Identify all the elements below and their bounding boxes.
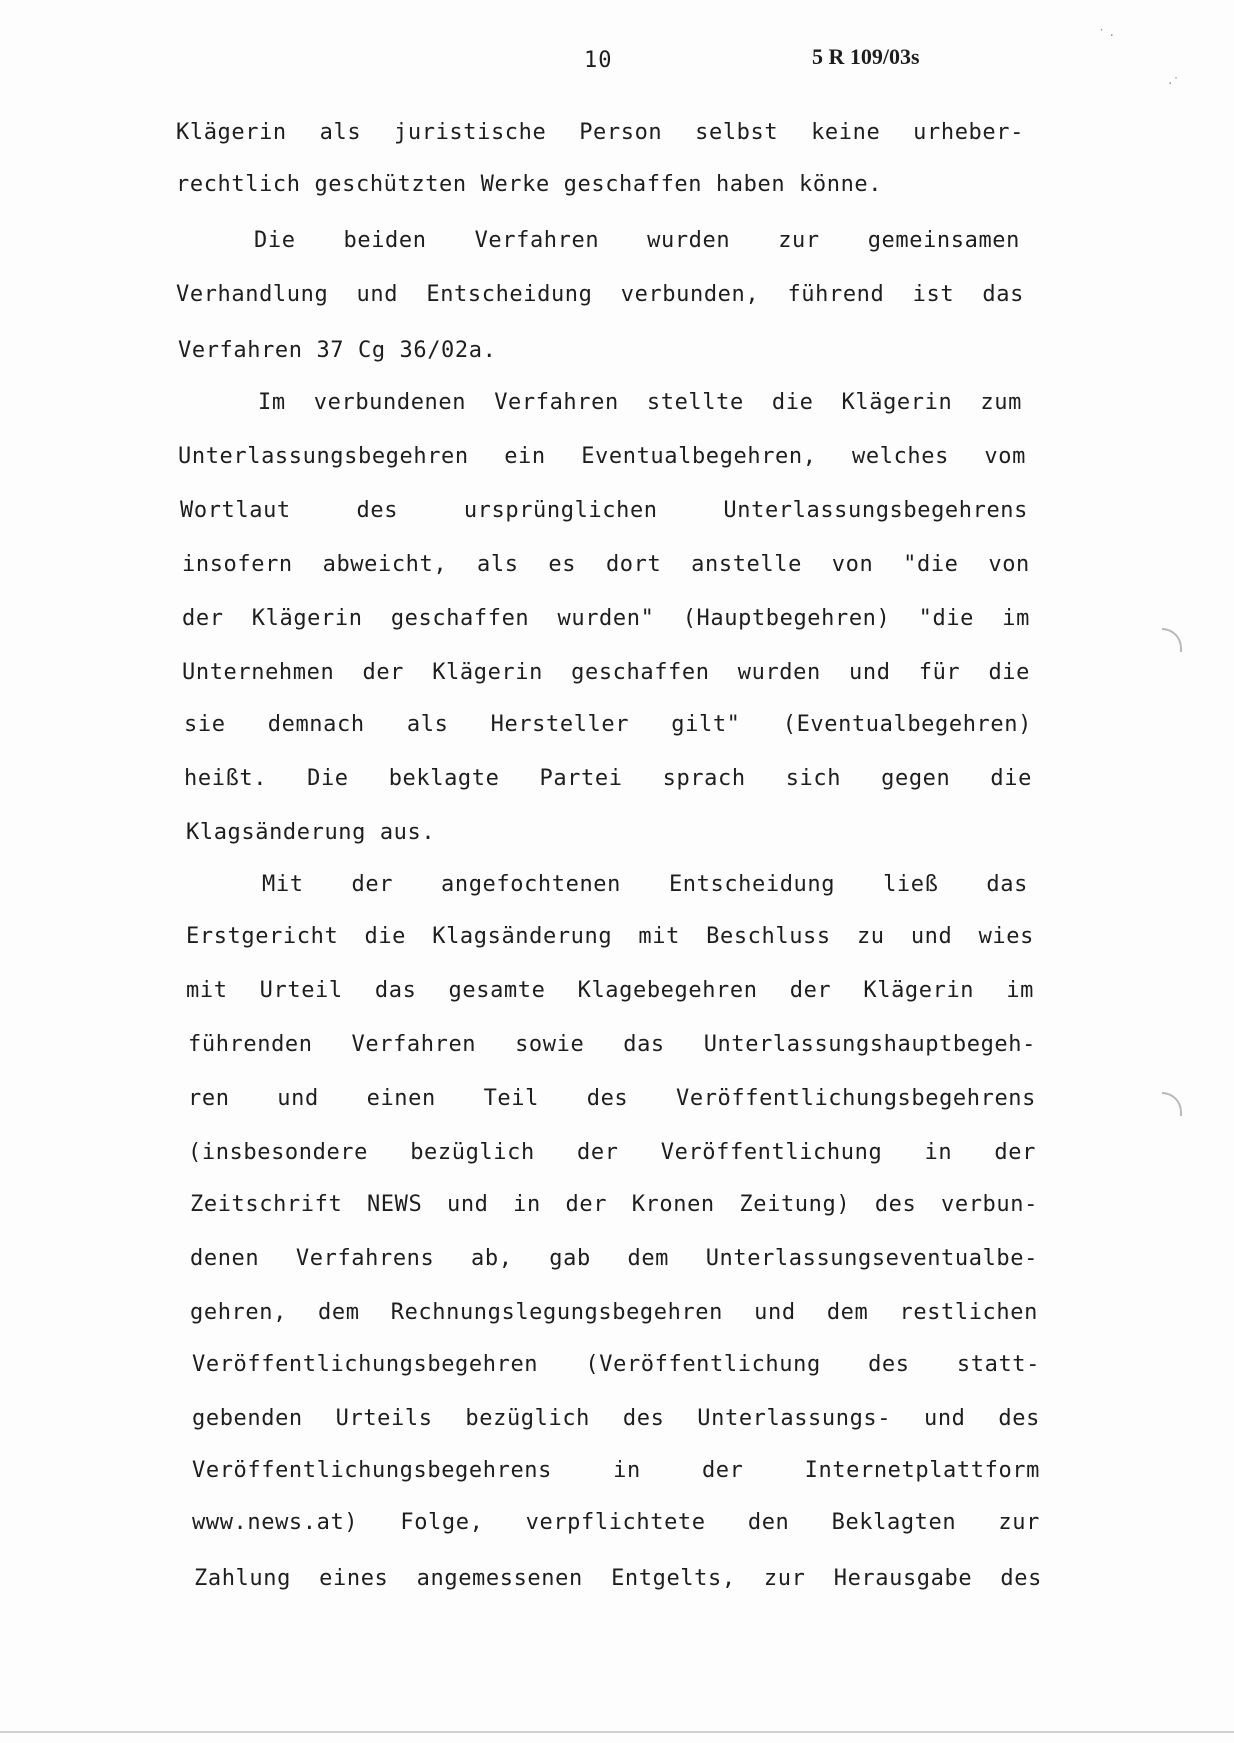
word: abweicht, xyxy=(322,552,448,577)
word: die xyxy=(990,766,1032,791)
text-line xyxy=(190,1246,1038,1271)
word: angemessenen xyxy=(416,1566,583,1591)
word: keine xyxy=(811,120,881,145)
word: stellte xyxy=(646,390,744,415)
word: gab xyxy=(549,1246,591,1271)
word: verbun- xyxy=(941,1192,1038,1217)
word: Verfahren xyxy=(474,228,600,253)
word: sprach xyxy=(662,766,746,791)
word: ist xyxy=(912,282,955,307)
word: gehren, xyxy=(190,1300,287,1325)
word: denen xyxy=(190,1246,260,1271)
word: selbst xyxy=(695,120,779,145)
text-line xyxy=(192,1406,1040,1431)
punch-hole-mark xyxy=(1162,628,1182,652)
word: das xyxy=(623,1032,665,1057)
text-line xyxy=(176,282,1024,307)
word: Unterlassungs- xyxy=(697,1406,892,1431)
text-line xyxy=(178,444,1026,469)
word: und xyxy=(910,924,953,949)
word: gebenden xyxy=(192,1406,303,1431)
word: das xyxy=(982,282,1024,307)
word: ursprünglichen xyxy=(463,498,658,523)
word: dem xyxy=(826,1300,869,1325)
word: sie xyxy=(184,712,226,737)
word: Entscheidung xyxy=(426,282,593,307)
word: Teil xyxy=(483,1086,539,1111)
word: und xyxy=(923,1406,966,1431)
text-line xyxy=(192,1352,1040,1377)
word: Im xyxy=(258,390,286,415)
word: Veröffentlichungsbegehren xyxy=(192,1352,539,1377)
word: und xyxy=(446,1192,489,1217)
word: zu xyxy=(856,924,885,949)
word: Veröffentlichung xyxy=(660,1140,883,1165)
word: mit xyxy=(186,978,228,1003)
word: Beschluss xyxy=(706,924,831,949)
word: Klägerin xyxy=(176,120,287,145)
word: führenden xyxy=(188,1032,313,1057)
word: für xyxy=(918,660,961,685)
word: restlichen xyxy=(899,1300,1038,1325)
word: in xyxy=(613,1458,641,1483)
word: zum xyxy=(980,390,1022,415)
word: ren xyxy=(188,1086,230,1111)
word: statt- xyxy=(956,1352,1040,1377)
word: eines xyxy=(319,1566,389,1591)
text-line: Klagsänderung aus. xyxy=(186,820,436,845)
word: Herausgabe xyxy=(833,1566,973,1591)
word: Zahlung xyxy=(194,1566,291,1591)
word: der xyxy=(182,606,224,631)
text-line: Verfahren 37 Cg 36/02a. xyxy=(178,338,497,363)
page-number: 10 xyxy=(584,48,613,73)
scan-speck: ˙ · xyxy=(1098,28,1114,44)
word: Unterlassungsbegehrens xyxy=(723,498,1028,523)
word: und xyxy=(277,1086,319,1111)
word: ab, xyxy=(471,1246,513,1271)
text-line xyxy=(186,924,1034,949)
word: des xyxy=(874,1192,917,1217)
word: Unterlassungsbegehren xyxy=(178,444,469,469)
word: des xyxy=(622,1406,665,1431)
word: bezüglich xyxy=(410,1140,535,1165)
text-line xyxy=(262,872,1028,897)
word: zur xyxy=(763,1566,806,1591)
word: Person xyxy=(579,120,663,145)
word: das xyxy=(374,978,417,1003)
word: des xyxy=(1000,1566,1042,1591)
text-line xyxy=(182,606,1030,631)
word: NEWS xyxy=(366,1192,423,1217)
word: als xyxy=(406,712,449,737)
text-line xyxy=(180,498,1028,523)
word: Urteil xyxy=(259,978,343,1003)
word: und xyxy=(849,660,891,685)
word: einen xyxy=(366,1086,436,1111)
word: Veröffentlichungsbegehrens xyxy=(192,1458,552,1483)
text-line xyxy=(188,1086,1036,1111)
word: der xyxy=(789,978,832,1003)
word: angefochtenen xyxy=(441,872,621,897)
word: Klägerin xyxy=(251,606,363,631)
word: als xyxy=(319,120,362,145)
word: "die xyxy=(918,606,975,631)
word: wies xyxy=(978,924,1034,949)
word: dem xyxy=(627,1246,670,1271)
word: gilt" xyxy=(671,712,741,737)
word: gegen xyxy=(881,766,951,791)
word: Wortlaut xyxy=(180,498,291,523)
word: vom xyxy=(984,444,1026,469)
text-line xyxy=(194,1566,1042,1591)
word: (Veröffentlichung xyxy=(585,1352,821,1377)
word: ein xyxy=(504,444,546,469)
word: heißt. xyxy=(184,766,268,791)
case-number: 5 R 109/03s xyxy=(812,44,920,69)
word: sowie xyxy=(515,1032,585,1057)
word: Klägerin xyxy=(841,390,953,415)
word: beiden xyxy=(343,228,427,253)
word: www.news.at) xyxy=(192,1510,359,1535)
word: Unterlassungseventualbe- xyxy=(705,1246,1038,1271)
text-line xyxy=(190,1300,1038,1325)
word: die xyxy=(364,924,407,949)
word: der xyxy=(351,872,394,897)
word: Eventualbegehren, xyxy=(581,444,817,469)
word: der xyxy=(701,1458,744,1483)
word: geschaffen xyxy=(571,660,710,685)
word: des xyxy=(586,1086,629,1111)
word: Zeitschrift xyxy=(190,1192,343,1217)
word: gemeinsamen xyxy=(867,228,1020,253)
word: insofern xyxy=(182,552,293,577)
text-line xyxy=(188,1140,1036,1165)
scan-speck: ·˙ xyxy=(1168,76,1180,92)
word: Mit xyxy=(262,872,304,897)
word: "die xyxy=(903,552,959,577)
word: des xyxy=(868,1352,910,1377)
text-line xyxy=(192,1510,1040,1535)
word: Entgelts, xyxy=(611,1566,736,1591)
text-line xyxy=(258,390,1022,415)
word: Urteils xyxy=(335,1406,433,1431)
text-line xyxy=(188,1032,1036,1057)
text-line: rechtlich geschützten Werke geschaffen haben könne. xyxy=(176,172,883,197)
word: der xyxy=(994,1140,1036,1165)
word: Klägerin xyxy=(863,978,975,1003)
word: Verfahrens xyxy=(295,1246,435,1271)
word: im xyxy=(1002,606,1030,631)
word: Rechnungslegungsbegehren xyxy=(390,1300,724,1325)
text-line xyxy=(184,766,1032,791)
text-line xyxy=(186,978,1034,1003)
word: (insbesondere xyxy=(188,1140,368,1165)
word: das xyxy=(986,872,1028,897)
word: führend xyxy=(787,282,885,307)
word: in xyxy=(924,1140,953,1165)
word: als xyxy=(477,552,519,577)
word: beklagte xyxy=(388,766,500,791)
word: Folge, xyxy=(400,1510,484,1535)
word: Klagsänderung xyxy=(432,924,613,949)
word: Unterlassungshauptbegeh- xyxy=(703,1032,1036,1057)
word: verbundenen xyxy=(313,390,467,415)
word: anstelle xyxy=(691,552,802,577)
scan-edge xyxy=(0,1731,1234,1733)
word: wurden xyxy=(647,228,731,253)
word: Erstgericht xyxy=(186,924,339,949)
word: verpflichtete xyxy=(525,1510,706,1535)
word: Die xyxy=(254,228,296,253)
word: Kronen xyxy=(631,1192,715,1217)
word: des xyxy=(998,1406,1040,1431)
punch-hole-mark xyxy=(1162,1092,1182,1116)
text-line xyxy=(176,120,1024,145)
word: verbunden, xyxy=(620,282,760,307)
word: Unternehmen xyxy=(182,660,335,685)
word: dort xyxy=(605,552,662,577)
text-line xyxy=(254,228,1020,253)
word: von xyxy=(831,552,874,577)
word: urheber- xyxy=(913,120,1024,145)
text-line xyxy=(192,1458,1040,1483)
word: des xyxy=(356,498,399,523)
word: Zeitung) xyxy=(739,1192,851,1217)
text-line xyxy=(182,552,1030,577)
word: die xyxy=(771,390,814,415)
word: Verfahren xyxy=(351,1032,477,1057)
word: die xyxy=(988,660,1030,685)
word: zur xyxy=(778,228,820,253)
word: Beklagten xyxy=(831,1510,957,1535)
word: in xyxy=(513,1192,541,1217)
word: demnach xyxy=(267,712,365,737)
word: der xyxy=(362,660,405,685)
word: wurden xyxy=(737,660,821,685)
word: und xyxy=(754,1300,796,1325)
word: bezüglich xyxy=(465,1406,591,1431)
word: dem xyxy=(318,1300,360,1325)
word: (Eventualbegehren) xyxy=(782,712,1032,737)
text-line xyxy=(184,712,1032,737)
word: juristische xyxy=(394,120,547,145)
word: im xyxy=(1006,978,1034,1003)
word: Die xyxy=(307,766,349,791)
text-line xyxy=(182,660,1030,685)
word: welches xyxy=(852,444,949,469)
word: den xyxy=(747,1510,790,1535)
word: von xyxy=(988,552,1030,577)
word: ließ xyxy=(883,872,939,897)
word: Veröffentlichungsbegehrens xyxy=(676,1086,1036,1111)
word: der xyxy=(565,1192,608,1217)
word: Verhandlung xyxy=(176,282,329,307)
text-line xyxy=(190,1192,1038,1217)
word: zur xyxy=(998,1510,1040,1535)
word: es xyxy=(548,552,577,577)
word: mit xyxy=(638,924,680,949)
word: Klägerin xyxy=(432,660,543,685)
word: Hersteller xyxy=(490,712,630,737)
word: Klagebegehren xyxy=(577,978,758,1003)
word: (Hauptbegehren) xyxy=(682,606,891,631)
word: wurden" xyxy=(557,606,655,631)
word: gesamte xyxy=(448,978,546,1003)
word: Partei xyxy=(539,766,623,791)
word: der xyxy=(577,1140,619,1165)
word: sich xyxy=(785,766,842,791)
word: Entscheidung xyxy=(668,872,836,897)
word: und xyxy=(356,282,399,307)
word: Internetplattform xyxy=(804,1458,1040,1483)
word: Verfahren xyxy=(494,390,619,415)
word: geschaffen xyxy=(390,606,530,631)
